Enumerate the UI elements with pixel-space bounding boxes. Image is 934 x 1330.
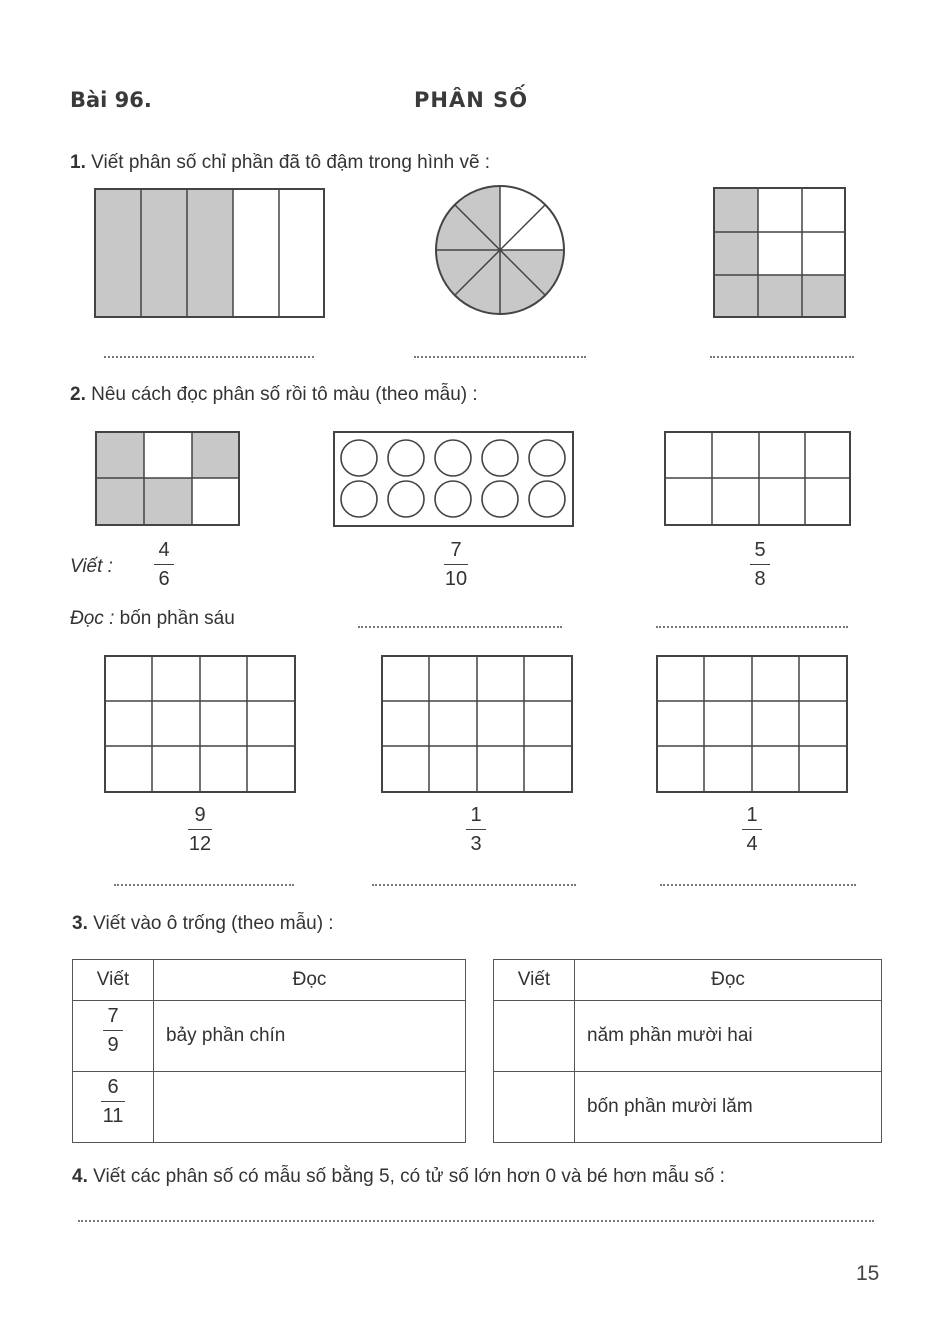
task4-number: 4. [72,1166,88,1187]
task2-read-line-5[interactable] [372,884,576,886]
task3-prompt [72,913,334,935]
task2-grid-3x4-a[interactable] [104,655,297,794]
task2-circles-figure[interactable] [333,431,575,529]
task2-grid-3x4-b[interactable] [381,655,574,794]
task1-answer-line-2[interactable] [414,356,586,358]
header-read: Đọc [575,960,882,1001]
task2-read-line-3[interactable] [656,626,848,628]
fraction-4-6 [144,539,184,590]
task1-text: Viết phân số chỉ phần đã tô đậm trong hình vẽ : [91,152,491,173]
fraction-bar [103,1030,123,1031]
denominator: 10 [444,568,468,590]
fraction-5-8 [740,539,780,590]
task2-read-line-2[interactable] [358,626,562,628]
fraction-cell [73,1001,154,1072]
numerator: 6 [107,1076,119,1098]
write-answer-cell[interactable] [494,1072,575,1143]
denominator: 12 [188,833,212,855]
fraction-9-12 [180,804,220,855]
table-row [73,1001,466,1072]
right-read-table [493,959,882,1143]
fraction-bar [444,564,468,565]
read-label: Đọc : [70,608,115,629]
task2-number: 2. [70,384,86,405]
reading-answer-cell[interactable] [154,1072,466,1143]
denominator: 3 [470,833,482,855]
reading-cell: bốn phần mười lăm [575,1072,882,1143]
page-title: PHÂN SỐ [414,88,529,112]
task2-prompt [70,384,478,406]
fraction-bar [101,1101,125,1102]
task1-figure-strips [94,188,326,320]
table-row [73,1072,466,1143]
task3-text: Viết vào ô trống (theo mẫu) : [93,913,334,934]
numerator: 5 [754,539,766,561]
task1-figure-grid [713,187,847,320]
task4-text: Viết các phân số có mẫu số bằng 5, có tử số lớn hơn 0 và bé hơn mẫu số : [93,1166,725,1187]
task2-example-grid [95,431,241,527]
write-label: Viết : [70,556,113,577]
numerator: 4 [158,539,170,561]
reading-cell: năm phần mười hai [575,1001,882,1072]
task1-number: 1. [70,152,86,173]
example-reading: bốn phần sáu [119,608,235,629]
fraction-1-4 [732,804,772,855]
task1-answer-line-3[interactable] [710,356,854,358]
fraction-bar [154,564,174,565]
task2-grid-3x4-c[interactable] [656,655,849,794]
task2-read-line-6[interactable] [660,884,856,886]
numerator: 7 [107,1005,119,1027]
task2-read-line-4[interactable] [114,884,294,886]
denominator: 8 [754,568,766,590]
denominator: 4 [746,833,758,855]
task1-figure-circle [432,184,572,318]
task2-grid-2x4[interactable] [664,431,852,527]
header-write: Viết [494,960,575,1001]
fraction-1-3 [456,804,496,855]
lesson-number: Bài 96. [70,88,152,112]
numerator: 1 [746,804,758,826]
numerator: 1 [470,804,482,826]
fraction-cell [73,1072,154,1143]
table-row [494,1001,882,1072]
task3-number: 3. [72,913,88,934]
fraction-bar [466,829,486,830]
left-read-table [72,959,466,1143]
fraction-6-11 [93,1076,133,1127]
write-answer-cell[interactable] [494,1001,575,1072]
header-write: Viết [73,960,154,1001]
task2-text: Nêu cách đọc phân số rồi tô màu (theo mẫu) : [91,384,478,405]
task4-prompt [72,1166,725,1188]
task1-answer-line-1[interactable] [104,356,314,358]
fraction-bar [188,829,212,830]
task4-answer-line[interactable] [78,1220,874,1222]
denominator: 9 [107,1034,119,1056]
fraction-7-9 [93,1005,133,1056]
fraction-7-10 [436,539,476,590]
fraction-bar [750,564,770,565]
task1-prompt [70,152,490,174]
read-example [70,608,235,630]
denominator: 11 [102,1105,124,1127]
denominator: 6 [158,568,170,590]
fraction-bar [742,829,762,830]
table-row [494,1072,882,1143]
numerator: 9 [194,804,206,826]
reading-cell: bảy phần chín [154,1001,466,1072]
page-number: 15 [856,1262,880,1285]
numerator: 7 [450,539,462,561]
header-read: Đọc [154,960,466,1001]
